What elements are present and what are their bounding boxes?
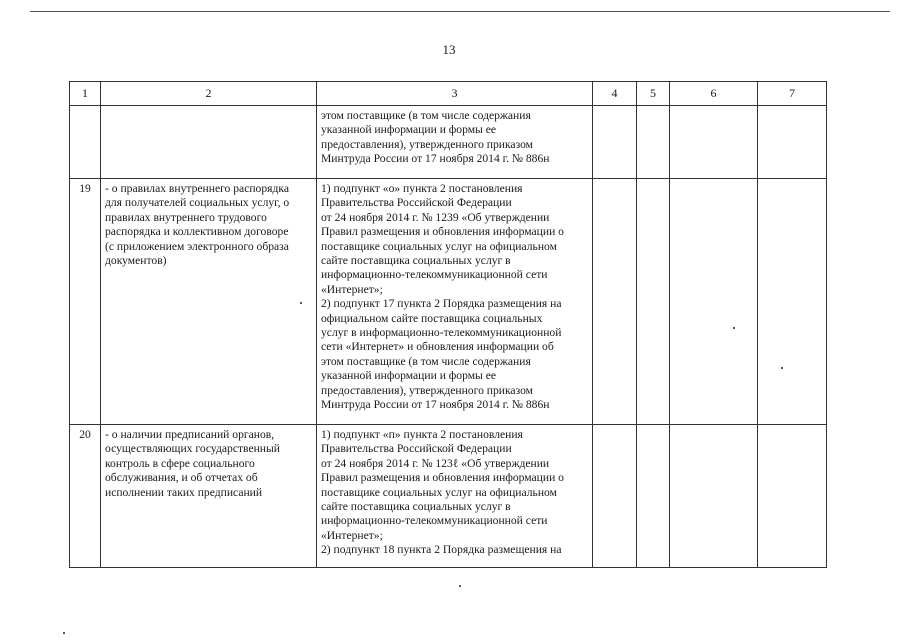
basis-line: указанной информации и формы ее bbox=[321, 123, 497, 137]
basis-line: предоставления), утвержденного приказом bbox=[321, 383, 533, 397]
row-basis bbox=[317, 106, 593, 179]
row-basis bbox=[317, 425, 593, 568]
scan-speck bbox=[781, 367, 783, 369]
basis-line: информационно-телекоммуникационной сети bbox=[321, 514, 548, 528]
description-line: документов) bbox=[105, 254, 167, 268]
basis-line: 2) подпункт 18 пункта 2 Порядка размещения на bbox=[321, 543, 562, 557]
description-line: распорядка и коллективном договоре bbox=[105, 225, 289, 239]
basis-line: услуг в информационно-телекоммуникационной bbox=[321, 326, 562, 340]
header-col-4: 4 bbox=[593, 82, 637, 106]
basis-line: сайте поставщика социальных услуг в bbox=[321, 500, 511, 514]
header-col-6: 6 bbox=[670, 82, 758, 106]
basis-line: предоставления), утвержденного приказом bbox=[321, 137, 533, 151]
document-table bbox=[69, 81, 827, 568]
top-border-line bbox=[30, 11, 890, 12]
basis-line: от 24 ноября 2014 г. № 1239 «Об утверждении bbox=[321, 210, 550, 224]
description-line: обслуживания, и об отчетах об bbox=[105, 471, 258, 485]
row-col-5 bbox=[637, 106, 670, 179]
basis-line: этом поставщике (в том числе содержания bbox=[321, 109, 531, 122]
row-col-7 bbox=[758, 106, 827, 179]
basis-line: сети «Интернет» и обновления информации об bbox=[321, 340, 554, 354]
row-number: 20 bbox=[70, 425, 101, 568]
row-col-7 bbox=[758, 425, 827, 568]
row-col-6 bbox=[670, 425, 758, 568]
basis-line: 1) подпункт «о» пункта 2 постановления bbox=[321, 182, 523, 195]
description-line: - о правилах внутреннего распорядка bbox=[105, 182, 289, 195]
scan-speck bbox=[63, 632, 65, 634]
basis-line: поставщике социальных услуг на официальном bbox=[321, 239, 557, 253]
scan-speck bbox=[733, 327, 735, 329]
basis-line: Правил размещения и обновления информации о bbox=[321, 471, 564, 485]
page-number: 13 bbox=[442, 42, 456, 57]
table-row bbox=[70, 425, 827, 568]
row-col-7 bbox=[758, 179, 827, 425]
basis-line: Правительства Российской Федерации bbox=[321, 196, 512, 210]
description-line: правилах внутреннего трудового bbox=[105, 210, 267, 224]
basis-line: Правил размещения и обновления информации о bbox=[321, 225, 564, 239]
header-col-5: 5 bbox=[637, 82, 670, 106]
basis-line: от 24 ноября 2014 г. № 123ℓ «Об утверждении bbox=[321, 456, 550, 470]
row-col-4 bbox=[593, 425, 637, 568]
basis-line: Минтруда России от 17 ноября 2014 г. № 886н bbox=[321, 398, 550, 412]
header-col-7: 7 bbox=[758, 82, 827, 106]
description-line: - о наличии предписаний органов, bbox=[105, 428, 275, 441]
basis-line: сайте поставщика социальных услуг в bbox=[321, 254, 511, 268]
scan-speck bbox=[459, 585, 461, 587]
table-row bbox=[70, 179, 827, 425]
row-col-4 bbox=[593, 179, 637, 425]
row-description bbox=[101, 179, 317, 425]
description-line: осуществляющих государственный bbox=[105, 442, 280, 456]
row-col-4 bbox=[593, 106, 637, 179]
row-description bbox=[101, 106, 317, 179]
basis-line: поставщике социальных услуг на официальном bbox=[321, 485, 557, 499]
basis-line: 1) подпункт «п» пункта 2 постановления bbox=[321, 428, 523, 441]
row-col-6 bbox=[670, 179, 758, 425]
table-header-row bbox=[70, 82, 827, 106]
basis-line: этом поставщике (в том числе содержания bbox=[321, 354, 531, 368]
row-number: 19 bbox=[70, 179, 101, 425]
basis-line: указанной информации и формы ее bbox=[321, 369, 497, 383]
scan-speck bbox=[300, 302, 302, 304]
basis-line: Правительства Российской Федерации bbox=[321, 442, 512, 456]
row-description bbox=[101, 425, 317, 568]
header-col-3: 3 bbox=[317, 82, 593, 106]
description-line: исполнении таких предписаний bbox=[105, 485, 263, 499]
row-col-5 bbox=[637, 425, 670, 568]
basis-line: Минтруда России от 17 ноября 2014 г. № 886н bbox=[321, 152, 550, 166]
row-basis bbox=[317, 179, 593, 425]
description-line: (с приложением электронного образа bbox=[105, 239, 289, 253]
basis-line: «Интернет»; bbox=[321, 282, 383, 296]
basis-line: официальном сайте поставщика социальных bbox=[321, 311, 543, 325]
description-line: контроль в сфере социального bbox=[105, 456, 255, 470]
table-row bbox=[70, 106, 827, 179]
basis-line: информационно-телекоммуникационной сети bbox=[321, 268, 548, 282]
header-col-1: 1 bbox=[70, 82, 101, 106]
basis-line: 2) подпункт 17 пункта 2 Порядка размещения на bbox=[321, 297, 562, 311]
row-col-5 bbox=[637, 179, 670, 425]
header-col-2: 2 bbox=[101, 82, 317, 106]
row-col-6 bbox=[670, 106, 758, 179]
row-number bbox=[70, 106, 101, 179]
description-line: для получателей социальных услуг, о bbox=[105, 196, 290, 210]
basis-line: «Интернет»; bbox=[321, 528, 383, 542]
